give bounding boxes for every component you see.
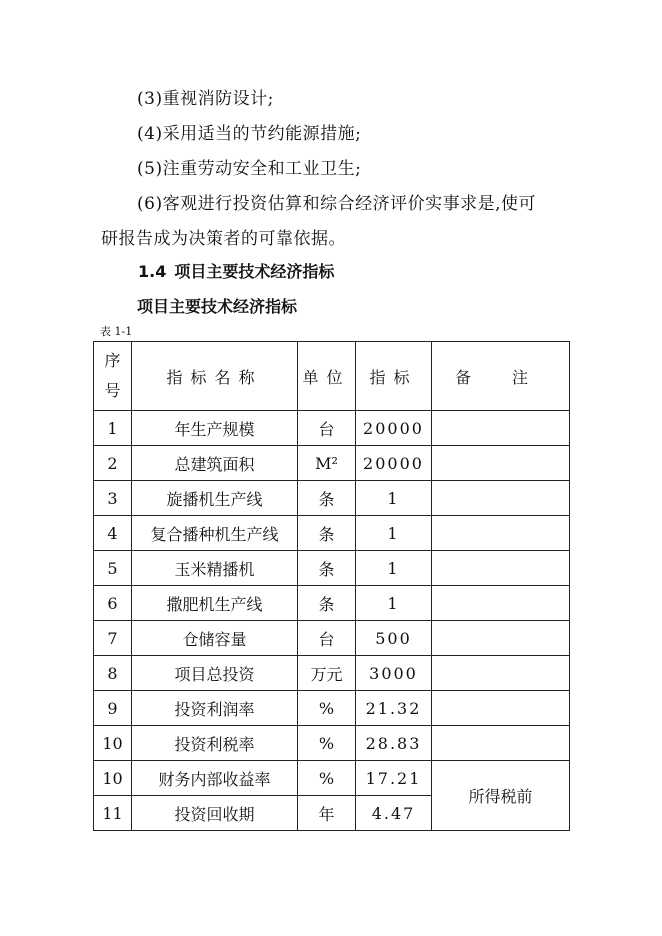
row-name: 年生产规模 [132,411,298,446]
row-unit: 条 [298,586,356,621]
row-seq: 2 [94,446,132,481]
row-seq: 10 [94,761,132,796]
row-name: 复合播种机生产线 [132,516,298,551]
row-seq: 8 [94,656,132,691]
table-number: 表 1-1 [100,325,133,338]
row-unit: 条 [298,481,356,516]
row-name: 投资利税率 [132,726,298,761]
row-unit: 条 [298,516,356,551]
row-name: 旋播机生产线 [132,481,298,516]
row-value: 17.21 [356,761,432,796]
row-value: 1 [356,551,432,586]
paragraph-labor-safety: (5)注重劳动安全和工业卫生; [137,159,362,179]
row-value: 1 [356,481,432,516]
row-remark [432,411,570,446]
row-value: 28.83 [356,726,432,761]
row-unit: 台 [298,411,356,446]
row-seq: 5 [94,551,132,586]
table-row [94,621,570,656]
row-name: 项目总投资 [132,656,298,691]
row-value: 3000 [356,656,432,691]
table-header-row [94,342,570,411]
row-remark [432,656,570,691]
header-name: 指标名称 [132,342,298,411]
header-remark: 备 注 [432,342,570,411]
row-value: 1 [356,516,432,551]
header-unit: 单位 [298,342,356,411]
section-heading [138,262,334,282]
section-number: 1.4 [138,262,167,281]
table-row [94,446,570,481]
row-unit: 万元 [298,656,356,691]
row-name: 投资利润率 [132,691,298,726]
row-remark [432,481,570,516]
row-name: 玉米精播机 [132,551,298,586]
row-unit: % [298,726,356,761]
table-row [94,656,570,691]
row-remark [432,691,570,726]
row-remark [432,551,570,586]
row-unit: M² [298,446,356,481]
row-seq: 6 [94,586,132,621]
table-row [94,726,570,761]
indicator-table [93,341,570,831]
row-value: 4.47 [356,796,432,831]
row-remark [432,621,570,656]
row-unit: 年 [298,796,356,831]
header-value: 指标 [356,342,432,411]
row-value: 20000 [356,411,432,446]
row-name: 仓储容量 [132,621,298,656]
row-value: 1 [356,586,432,621]
row-seq: 11 [94,796,132,831]
row-name: 撒肥机生产线 [132,586,298,621]
row-remark [432,446,570,481]
table-row [94,411,570,446]
table-row [94,551,570,586]
row-value: 20000 [356,446,432,481]
row-unit: 台 [298,621,356,656]
table-row [94,586,570,621]
row-seq: 1 [94,411,132,446]
table-row [94,481,570,516]
paragraph-evaluation-line1: (6)客观进行投资估算和综合经济评价实事求是,使可 [137,194,536,214]
section-title: 项目主要技术经济指标 [174,262,335,281]
row-seq: 3 [94,481,132,516]
row-value: 500 [356,621,432,656]
paragraph-fire-protection: (3)重视消防设计; [137,89,274,109]
paragraph-energy-saving: (4)采用适当的节约能源措施; [137,124,362,144]
header-seq: 序号 [94,342,132,411]
row-seq: 9 [94,691,132,726]
row-seq: 10 [94,726,132,761]
row-name: 总建筑面积 [132,446,298,481]
table-title: 项目主要技术经济指标 [137,297,298,316]
row-remark [432,516,570,551]
paragraph-evaluation-line2: 研报告成为决策者的可靠依据。 [101,229,346,249]
table-row [94,761,570,796]
row-name: 财务内部收益率 [132,761,298,796]
row-remark [432,726,570,761]
merged-remark: 所得税前 [432,761,570,831]
table-row [94,516,570,551]
row-value: 21.32 [356,691,432,726]
row-name: 投资回收期 [132,796,298,831]
row-unit: % [298,691,356,726]
row-unit: 条 [298,551,356,586]
row-seq: 4 [94,516,132,551]
row-seq: 7 [94,621,132,656]
table-row [94,691,570,726]
row-unit: % [298,761,356,796]
row-remark [432,586,570,621]
